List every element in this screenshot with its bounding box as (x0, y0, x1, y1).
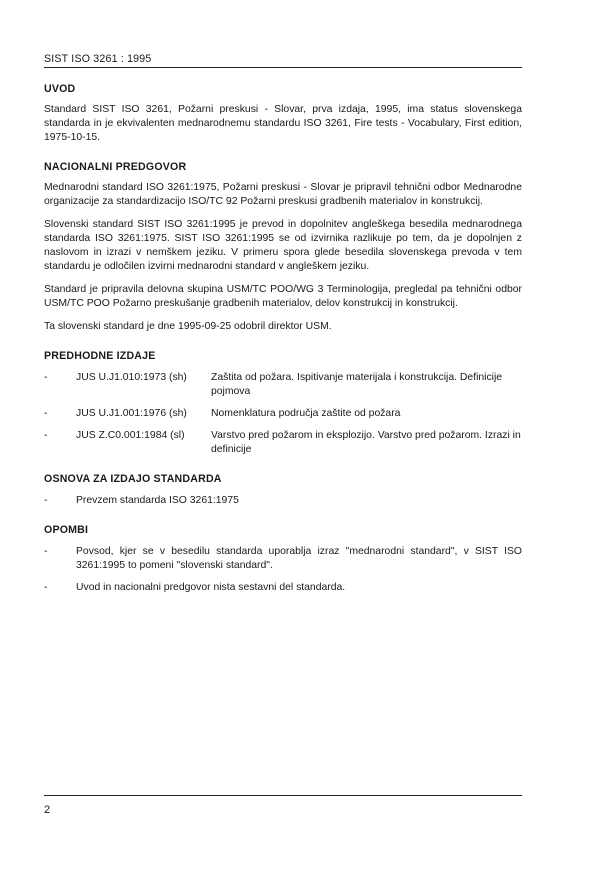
section-predhodne-izdaje (44, 349, 522, 457)
section-uvod (44, 82, 522, 145)
edition-code: JUS U.J1.001:1976 (sh) (76, 408, 187, 419)
list-bullet: - (44, 408, 48, 419)
list-item-text: Uvod in nacionalni predgovor nista sestavni del standarda. (76, 582, 346, 593)
list-bullet: - (44, 430, 48, 441)
edition-description: Varstvo pred požarom in eksplozijo. Varstvo pred požarom. Izrazi in definicije (211, 430, 521, 455)
section-opombi (44, 523, 522, 595)
edition-description: Nomenklatura područja zaštite od požara (211, 408, 401, 419)
header-rule (44, 67, 522, 68)
section-title-uvod: UVOD (44, 83, 76, 95)
document-page (44, 52, 522, 595)
list-bullet: - (44, 372, 48, 383)
section-title-nacionalni-predgovor: NACIONALNI PREDGOVOR (44, 161, 187, 173)
predgovor-paragraph: Mednarodni standard ISO 3261:1975, Požarni preskusi - Slovar je pripravil tehnični odbor Mednarodne organizacije za standardizacijo ISO/TC 92 Požarni preskusi gradbenih materialov in konstrukcij. (44, 182, 522, 207)
running-header: SIST ISO 3261 : 1995 (44, 53, 152, 65)
list-item (44, 494, 522, 508)
section-nacionalni-predgovor (44, 160, 522, 334)
edition-code: JUS Z.C0.001:1984 (sl) (76, 430, 185, 441)
predgovor-paragraph: Ta slovenski standard je dne 1995-09-25 odobril direktor USM. (44, 321, 332, 332)
list-item (44, 371, 522, 399)
osnova-list (44, 494, 522, 508)
list-item (44, 407, 522, 421)
section-title-osnova: OSNOVA ZA IZDAJO STANDARDA (44, 473, 222, 485)
predgovor-paragraph: Standard je pripravila delovna skupina USM/TC POO/WG 3 Terminologija, pregledal pa tehnični odbor USM/TC POO Požarno preskušanje gradbenih materialov, delov konstrukcij in konstrukcij. (44, 284, 522, 309)
edition-list (44, 371, 522, 457)
section-osnova (44, 472, 522, 508)
edition-code: JUS U.J1.010:1973 (sh) (76, 372, 187, 383)
list-item (44, 581, 522, 595)
predgovor-paragraph: Slovenski standard SIST ISO 3261:1995 je prevod in dopolnitev angleškega besedila mednarodnega standarda ISO 3261:1975. SIST ISO 3261:1995 se od izvirnika razlikuje po tem, da je dopolnjen z naslovom in izrazi v nemškem jeziku. V primeru spora glede besedila slovenskega prevoda v tem standardu je odločilen izvirni mednarodni standard v angleškem jeziku. (44, 219, 522, 272)
uvod-paragraph: Standard SIST ISO 3261, Požarni preskusi - Slovar, prva izdaja, 1995, ima status slovenskega standarda in je ekvivalenten mednarodnemu standardu ISO 3261, Fire tests - Vocabulary, First edition, 1975-10-15. (44, 104, 522, 143)
section-title-predhodne-izdaje: PREDHODNE IZDAJE (44, 350, 156, 362)
list-item-text: Povsod, kjer se v besedilu standarda uporablja izraz "mednarodni standard", v SIST ISO 3261:1995 to pomeni "slovenski standard". (76, 546, 522, 571)
footer-rule (44, 795, 522, 796)
list-item-text: Prevzem standarda ISO 3261:1975 (76, 495, 239, 506)
list-bullet: - (44, 582, 48, 593)
section-title-opombi: OPOMBI (44, 524, 89, 536)
list-bullet: - (44, 495, 48, 506)
edition-description: Zaštita od požara. Ispitivanje materijala i konstrukcija. Definicije pojmova (211, 372, 503, 397)
list-item (44, 545, 522, 573)
list-bullet: - (44, 546, 48, 557)
page-number: 2 (44, 804, 51, 816)
opombi-list (44, 545, 522, 595)
list-item (44, 429, 522, 457)
